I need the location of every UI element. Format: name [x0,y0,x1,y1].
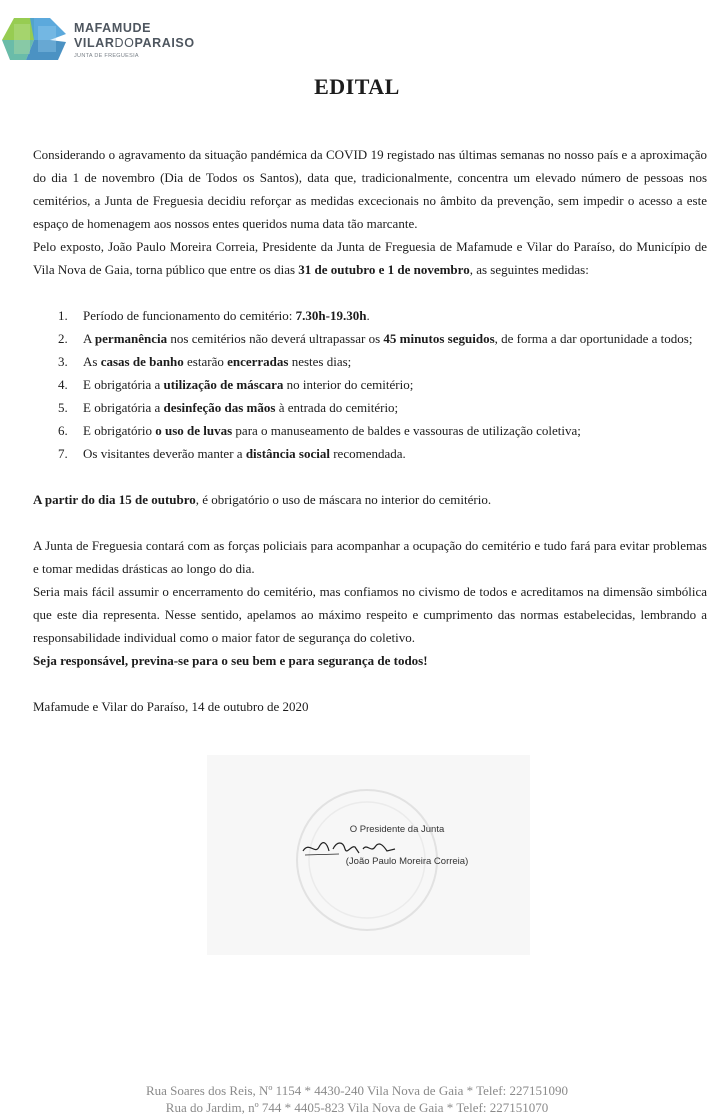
date-line: Mafamude e Vilar do Paraíso, 14 de outubro de 2020 [33,699,309,714]
announcement-paragraph: Pelo exposto, João Paulo Moreira Correia, Presidente da Junta de Freguesia de Mafamude e Vilar do Paraíso, do Município de Vila Nova de Gaia, torna público que entre os dias 31 de outubro e 1 de novembro, as seguintes medidas: [33,239,707,277]
appeal-paragraph: Seria mais fácil assumir o encerramento do cemitério, mas confiamos no civismo de todos e acreditamos na dimensão simbólica que este dia representa. Nesse sentido, apelamos ao máximo respeito e cumprimento das normas estabelecidas, lembrando a responsabilidade individual como o maior fator de segurança do coletivo. [33,584,707,645]
list-item: 6. E obrigatório o uso de luvas para o manuseamento de baldes e vassouras de utilização coletiva; [58,423,581,438]
signature-block [207,755,530,955]
mask-notice: A partir do dia 15 de outubro, é obrigatório o uso de máscara no interior do cemitério. [33,492,492,507]
footer-address-2: Rua do Jardim, nº 744 * 4405-823 Vila Nova de Gaia * Telef: 227151070 [165,1100,549,1115]
list-item: 2. A permanência nos cemitérios não deverá ultrapassar os 45 minutos seguidos, de forma a dar oportunidade a todos; [58,331,693,346]
logo [0,10,200,66]
closing-slogan: Seja responsável, previna-se para o seu bem e para segurança de todos! [33,653,428,668]
logo-name-line2: VILARDOPARAISO [74,36,195,50]
logo-icon [0,16,70,62]
police-paragraph: A Junta de Freguesia contará com as forças policiais para acompanhar a ocupação do cemitério e tudo fará para evitar problemas e tomar medidas drásticas ao longo do dia. [33,538,707,576]
document-body [33,143,707,718]
list-item: 3. As casas de banho estarão encerradas nestes dias; [58,354,352,369]
logo-subtitle: JUNTA DE FREGUESIA [74,53,139,59]
page-title: EDITAL [314,74,400,99]
signature-name: (João Paulo Moreira Correia) [345,856,469,867]
signature-role: O Presidente da Junta [349,824,445,835]
intro-paragraph: Considerando o agravamento da situação pandémica da COVID 19 registado nas últimas semanas no nosso país e a aproximação do dia 1 de novembro (Dia de Todos os Santos), data que, tradicionalmente, concentra um elevado número de pessoas nos cemitérios, a Junta de Freguesia decidiu reforçar as medidas excecionais no âmbito da prevenção, sem impedir o acesso a este espaço de homenagem aos nossos entes queridos numa data tão marcante. [33,147,707,231]
measures-list [33,304,707,465]
footer-address-1: Rua Soares dos Reis, Nº 1154 * 4430-240 Vila Nova de Gaia * Telef: 227151090 [145,1083,568,1098]
list-item: 5. E obrigatória a desinfeção das mãos à entrada do cemitério; [58,400,399,415]
logo-name-line1: MAFAMUDE [74,21,152,35]
list-item: 7. Os visitantes deverão manter a distância social recomendada. [58,446,406,461]
list-item: 4. E obrigatória a utilização de máscara no interior do cemitério; [58,377,414,392]
list-item: 1. Período de funcionamento do cemitério: 7.30h-19.30h. [58,308,370,323]
